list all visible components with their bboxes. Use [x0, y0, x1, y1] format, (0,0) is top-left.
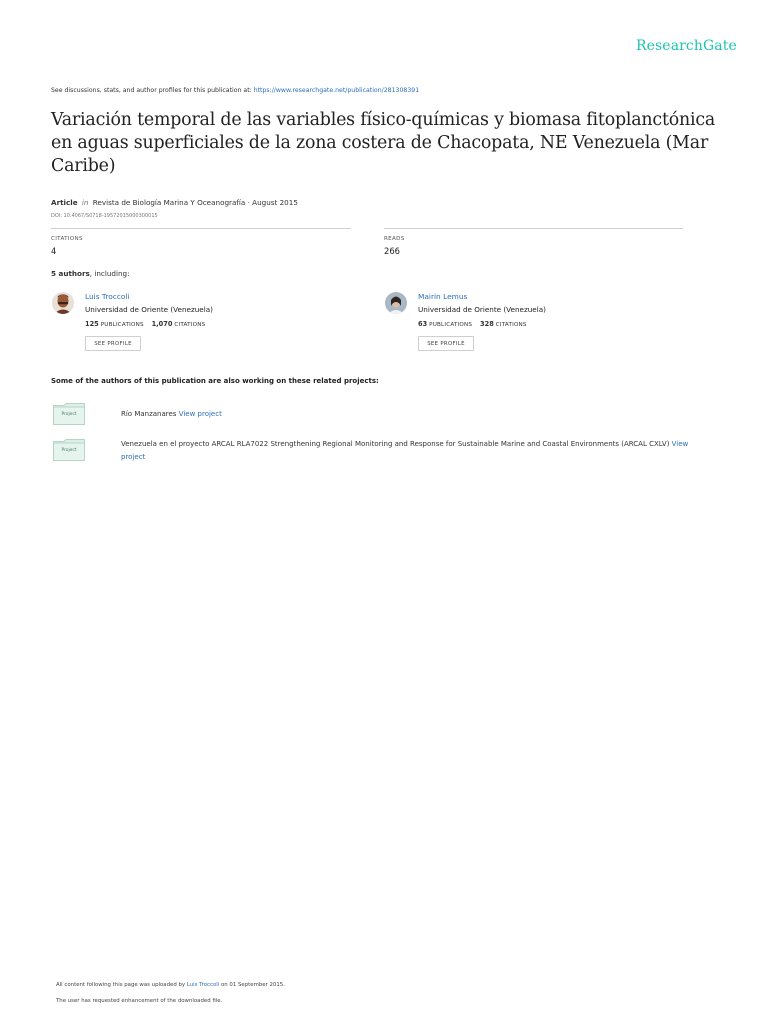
related-projects-heading: Some of the authors of this publication are also working on these related projects:: [51, 377, 379, 385]
citations-label: CITATIONS: [51, 236, 83, 242]
view-project-link[interactable]: View project: [121, 440, 689, 461]
author-stats: [418, 320, 527, 328]
enhancement-notice: The user has requested enhancement of the downloaded file.: [56, 998, 223, 1004]
divider: [384, 228, 683, 229]
uploader-link[interactable]: Luis Troccoli: [186, 982, 220, 988]
author-name-link[interactable]: Luis Troccoli: [85, 292, 130, 301]
upload-notice: [56, 982, 285, 988]
view-project-link[interactable]: View project: [178, 410, 222, 418]
discussions-line: [51, 87, 419, 94]
author-name-link[interactable]: Mairin Lemus: [418, 292, 468, 301]
project-title: Venezuela en el proyecto ARCAL RLA7022 Strengthening Regional Monitoring and Response for Sustainable Marine and Coastal Environments (ARCAL CXLV): [121, 440, 670, 448]
project-folder-icon: [53, 403, 85, 425]
publications-label: PUBLICATIONS: [100, 322, 144, 328]
reads-label: READS: [384, 236, 405, 242]
avatar[interactable]: [52, 292, 74, 314]
publication-url-link[interactable]: https://www.researchgate.net/publication/281308391: [253, 87, 420, 94]
authors-including: , including:: [89, 269, 130, 278]
researchgate-logo[interactable]: ResearchGate: [636, 38, 737, 54]
author-stats: [85, 320, 205, 328]
project-badge: Project: [61, 448, 77, 453]
author-citations-count: 1,070: [151, 320, 173, 328]
paper-title: Variación temporal de las variables físico-químicas y biomasa fitoplanctónica en aguas superficiales de la zona costera de Chacopata, NE Venezuela (Mar Caribe): [51, 110, 716, 176]
project-badge: Project: [61, 412, 77, 417]
upload-suffix: on 01 September 2015.: [219, 982, 285, 988]
publications-count: 125: [85, 320, 99, 328]
author-citations-count: 328: [480, 320, 494, 328]
see-profile-button[interactable]: SEE PROFILE: [418, 336, 474, 351]
authors-heading: [51, 269, 130, 278]
upload-prefix: All content following this page was uploaded by: [56, 982, 187, 988]
project-title: Río Manzanares: [121, 410, 177, 418]
project-item: [121, 438, 711, 464]
publications-count: 63: [418, 320, 428, 328]
publications-label: PUBLICATIONS: [429, 322, 473, 328]
author-citations-label: CITATIONS: [174, 322, 206, 328]
journal-name: Revista de Biología Marina Y Oceanografía · August 2015: [92, 198, 298, 207]
in-label: in: [81, 198, 89, 207]
author-photo-icon: [52, 292, 74, 314]
author-affiliation: Universidad de Oriente (Venezuela): [418, 305, 546, 314]
project-item: [121, 408, 222, 421]
author-affiliation: Universidad de Oriente (Venezuela): [85, 305, 213, 314]
discussions-prefix: See discussions, stats, and author profiles for this publication at:: [51, 87, 254, 94]
see-profile-button[interactable]: SEE PROFILE: [85, 336, 141, 351]
article-type: Article: [51, 198, 78, 207]
author-photo-icon: [385, 292, 407, 314]
article-meta: [51, 198, 298, 207]
project-folder-icon: [53, 439, 85, 461]
citations-count: 4: [51, 246, 57, 256]
authors-count: 5 authors: [51, 269, 90, 278]
avatar[interactable]: [385, 292, 407, 314]
reads-count: 266: [384, 246, 400, 256]
doi: DOI: 10.4067/S0718-19572015000300015: [51, 213, 158, 219]
divider: [51, 228, 351, 229]
author-citations-label: CITATIONS: [495, 322, 527, 328]
